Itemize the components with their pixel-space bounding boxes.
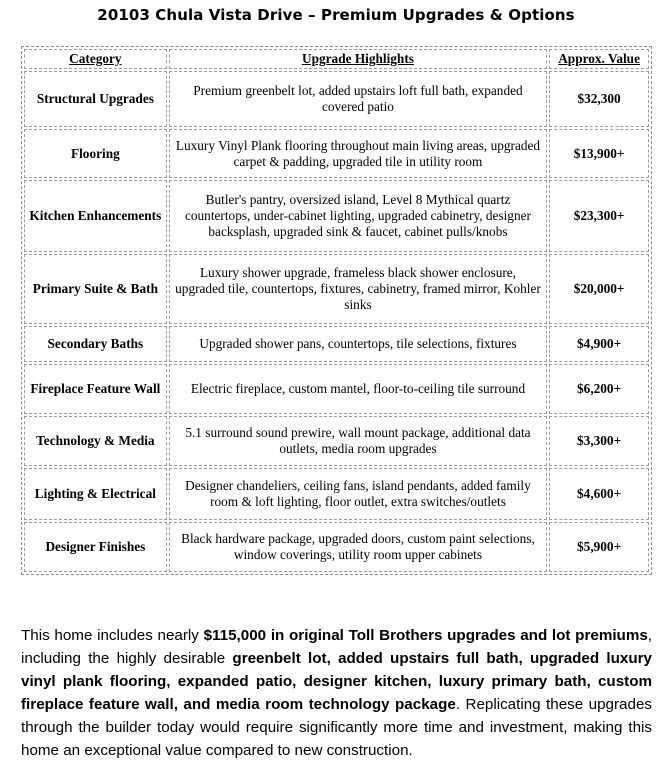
value-cell: $6,200+ [549, 364, 649, 414]
summary-text-3: . Replicating these upgrades through the builder today would require significantly more time and investment, making this home an exceptional value compared to new construction. [21, 696, 652, 759]
value-cell: $5,900+ [549, 522, 649, 572]
value-cell: $32,300 [549, 71, 649, 127]
value-cell: $23,300+ [549, 180, 649, 252]
summary-bold-value: $115,000 in original Toll Brothers upgrades and lot premiums [203, 627, 648, 644]
table-row [24, 180, 649, 252]
highlights-cell: Electric fireplace, custom mantel, floor-to-ceiling tile surround [169, 364, 547, 414]
value-cell: $3,300+ [549, 416, 649, 466]
category-cell: Technology & Media [24, 416, 167, 466]
table-row [24, 129, 649, 178]
category-cell: Structural Upgrades [24, 71, 167, 127]
category-cell: Kitchen Enhancements [24, 180, 167, 252]
highlights-cell: Luxury Vinyl Plank flooring throughout main living areas, upgraded carpet & padding, upgraded tile in utility room [169, 129, 547, 178]
value-cell: $13,900+ [549, 129, 649, 178]
upgrades-table [21, 46, 652, 575]
value-cell: $4,900+ [549, 326, 649, 362]
category-cell: Flooring [24, 129, 167, 178]
highlights-cell: Premium greenbelt lot, added upstairs loft full bath, expanded covered patio [169, 71, 547, 127]
highlights-cell: Luxury shower upgrade, frameless black shower enclosure, upgraded tile, countertops, fixtures, cabinetry, framed mirror, Kohler sinks [169, 254, 547, 324]
table-row [24, 254, 649, 324]
table-row [24, 71, 649, 127]
category-cell: Secondary Baths [24, 326, 167, 362]
summary-paragraph [21, 624, 652, 762]
table-row [24, 326, 649, 362]
category-cell: Fireplace Feature Wall [24, 364, 167, 414]
value-cell: $4,600+ [549, 468, 649, 520]
header-approx-value: Approx. Value [549, 49, 649, 69]
summary-text-2: , including the highly desirable [21, 627, 653, 667]
upgrades-table-wrapper [21, 46, 652, 575]
header-upgrade-highlights: Upgrade Highlights [169, 49, 547, 69]
summary-bold-features: greenbelt lot, added upstairs full bath, upgraded luxury vinyl plank flooring, expanded patio, designer kitchen, luxury primary bath, custom fireplace feature wall, and media room technology package [21, 650, 652, 713]
category-cell: Lighting & Electrical [24, 468, 167, 520]
table-row [24, 522, 649, 572]
highlights-cell: Upgraded shower pans, countertops, tile selections, fixtures [169, 326, 547, 362]
highlights-cell: Butler's pantry, oversized island, Level 8 Mythical quartz countertops, under-cabinet lighting, upgraded cabinetry, designer backsplash, upgraded sink & faucet, cabinet pulls/knobs [169, 180, 547, 252]
highlights-cell: Designer chandeliers, ceiling fans, island pendants, added family room & loft lighting, floor outlet, extra switches/outlets [169, 468, 547, 520]
highlights-cell: 5.1 surround sound prewire, wall mount package, additional data outlets, media room upgrades [169, 416, 547, 466]
category-cell: Primary Suite & Bath [24, 254, 167, 324]
summary-text-1: This home includes nearly [21, 627, 204, 644]
table-row [24, 416, 649, 466]
header-category: Category [24, 49, 167, 69]
page-title: 20103 Chula Vista Drive – Premium Upgrades & Options [97, 6, 575, 24]
value-cell: $20,000+ [549, 254, 649, 324]
table-header-row [24, 49, 649, 69]
highlights-cell: Black hardware package, upgraded doors, custom paint selections, window coverings, utility room upper cabinets [169, 522, 547, 572]
table-row [24, 468, 649, 520]
category-cell: Designer Finishes [24, 522, 167, 572]
table-row [24, 364, 649, 414]
